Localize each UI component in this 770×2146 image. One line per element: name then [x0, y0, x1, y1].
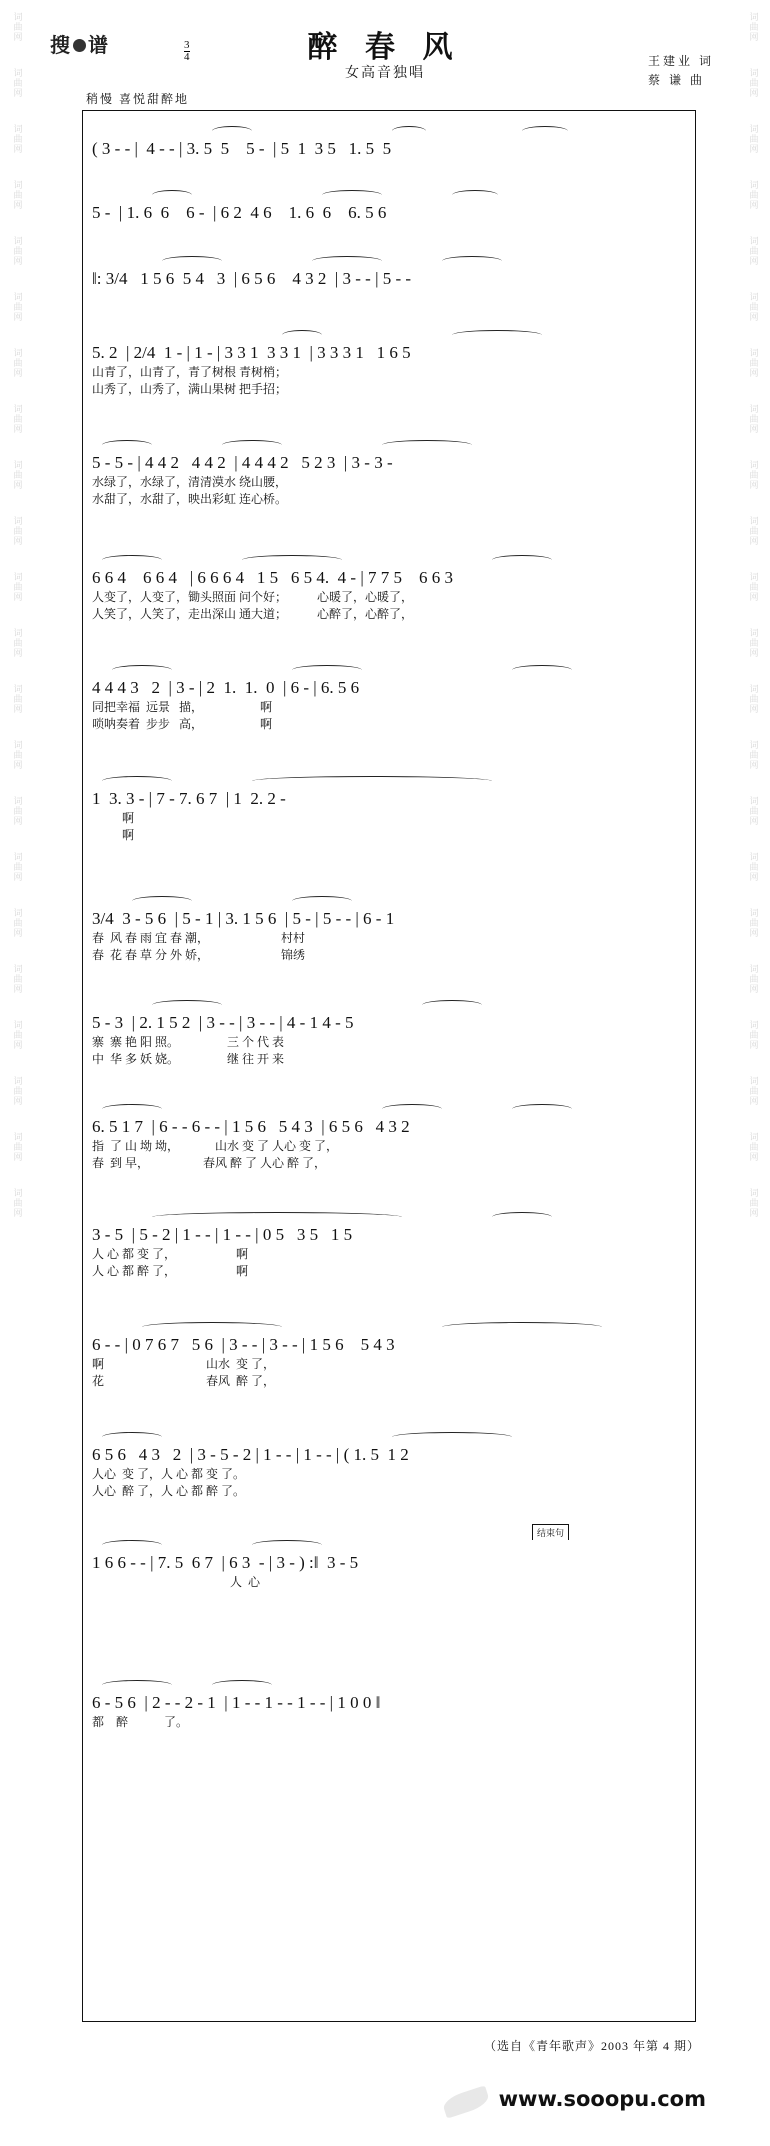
slur-row	[92, 256, 682, 268]
music-system	[92, 1680, 682, 1731]
slur-mark	[102, 776, 172, 786]
watermark: 词曲网	[747, 68, 758, 98]
watermark: 词曲网	[11, 1132, 22, 1162]
watermark: 词曲网	[11, 1188, 22, 1218]
music-system	[92, 776, 682, 844]
slur-row	[92, 555, 682, 567]
note-line: 5. 2 | 2/4 1 - | 1 - | 3 3 1 3 3 1 | 3 3 3 1 1 6 5	[92, 343, 411, 362]
slur-mark	[252, 776, 492, 786]
slur-mark	[152, 1000, 222, 1010]
watermark: 词曲网	[747, 348, 758, 378]
slur-mark	[162, 256, 222, 266]
watermark: 词曲网	[747, 572, 758, 602]
lyric-line-verse2: 啊	[92, 828, 135, 842]
watermark: 词曲网	[11, 740, 22, 770]
music-system	[92, 1322, 682, 1390]
slur-mark	[392, 126, 426, 136]
site-url[interactable]: www.sooopu.com	[498, 2086, 706, 2111]
logo-text-right: 谱	[88, 32, 109, 57]
watermark: 词曲网	[11, 684, 22, 714]
watermark: 词曲网	[747, 292, 758, 322]
slur-mark	[452, 330, 542, 340]
watermark: 词曲网	[747, 404, 758, 434]
lyric-line-verse1: 同把幸福 远景 描， 啊	[92, 700, 273, 714]
music-system	[92, 896, 682, 964]
lyric-line-verse1: 寨 寨 艳 阳 照。 三 个 代 表	[92, 1035, 285, 1049]
slur-row	[92, 776, 682, 788]
music-system	[92, 1000, 682, 1068]
watermark: 词曲网	[747, 236, 758, 266]
tempo-marking: 稍慢 喜悦甜醉地	[86, 92, 190, 106]
lyric-line-verse1: 啊 山水 变 了，	[92, 1357, 276, 1371]
watermark: 词曲网	[747, 12, 758, 42]
note-line: 6 - 5 6 | 2 - - 2 - 1 | 1 - - 1 - - 1 - - | 1 0 0 ‖	[92, 1693, 381, 1712]
slur-row	[92, 1104, 682, 1116]
note-line: 1 6 6 - - | 7. 5 6 7 | 6 3 - | 3 - ) :‖ 3 - 5	[92, 1553, 359, 1572]
slur-mark	[392, 1432, 512, 1442]
watermark: 词曲网	[747, 180, 758, 210]
lyric-line-verse1: 春 风 春 雨 宜 春 潮， 村村	[92, 931, 306, 945]
site-footer	[443, 2087, 706, 2112]
slur-mark	[102, 440, 152, 450]
lyric-line-verse2: 花 春风 醉 了，	[92, 1374, 276, 1388]
lyric-line-verse2: 中 华 多 妖 娆。 继 往 开 来	[92, 1052, 285, 1066]
slur-mark	[242, 555, 342, 565]
note-line: ‖: 3/4 1 5 6 5 4 3 | 6 5 6 4 3 2 | 3 - - | 5 - -	[92, 269, 412, 288]
slur-row	[92, 126, 682, 138]
watermark: 词曲网	[747, 628, 758, 658]
watermark: 词曲网	[747, 908, 758, 938]
slur-row	[92, 896, 682, 908]
watermark: 词曲网	[11, 628, 22, 658]
feather-icon	[441, 2085, 491, 2118]
slur-mark	[222, 440, 282, 450]
music-system	[92, 1104, 682, 1172]
page-title: 醉 春 风	[307, 31, 463, 64]
slur-mark	[292, 665, 362, 675]
lyric-line-verse2: 水甜了，水甜了，映出彩虹 连心桥。	[92, 492, 288, 506]
watermark: 词曲网	[11, 348, 22, 378]
slur-mark	[452, 190, 498, 200]
music-system	[92, 440, 682, 508]
slur-row	[92, 1680, 682, 1692]
note-line: 4 4 4 3 2 | 3 - | 2 1. 1. 0 | 6 - | 6. 5 6	[92, 678, 360, 697]
lyric-line-verse1: 山青了，山青了，青了树根 青树梢；	[92, 365, 288, 379]
watermark: 词曲网	[747, 740, 758, 770]
watermark: 词曲网	[747, 796, 758, 826]
slur-row	[92, 665, 682, 677]
watermark-column-right	[740, 0, 766, 2146]
slur-mark	[112, 665, 172, 675]
credits	[648, 52, 714, 90]
watermark: 词曲网	[11, 180, 22, 210]
lyricist-credit: 王建业 词	[647, 54, 714, 68]
lyric-line-verse2: 人 心 都 醉 了， 啊	[92, 1264, 249, 1278]
slur-mark	[102, 1540, 162, 1550]
slur-row	[92, 1212, 682, 1224]
watermark: 词曲网	[747, 1076, 758, 1106]
watermark: 词曲网	[11, 404, 22, 434]
slur-mark	[492, 1212, 552, 1222]
slur-row	[92, 190, 682, 202]
slur-mark	[102, 555, 162, 565]
watermark: 词曲网	[11, 796, 22, 826]
music-system	[92, 256, 682, 290]
watermark: 词曲网	[11, 516, 22, 546]
note-line: 6. 5 1 7 | 6 - - 6 - - | 1 5 6 5 4 3 | 6 5 6 4 3 2	[92, 1117, 410, 1136]
watermark: 词曲网	[11, 964, 22, 994]
lyric-line-verse2: 春 花 春 草 分 外 娇， 锦绣	[92, 948, 306, 962]
slur-mark	[312, 256, 382, 266]
note-line: 6 - - | 0 7 6 7 5 6 | 3 - - | 3 - - | 1 5 6 5 4 3	[92, 1335, 395, 1354]
slur-row	[92, 440, 682, 452]
watermark: 词曲网	[11, 124, 22, 154]
slur-mark	[322, 190, 382, 200]
slur-mark	[152, 1212, 402, 1222]
note-line: 5 - 3 | 2. 1 5 2 | 3 - - | 3 - - | 4 - 1 4 - 5	[92, 1013, 354, 1032]
slur-mark	[382, 1104, 442, 1114]
lyric-line-verse2: 春 到 早， 春风 醉 了 人心 醉 了，	[92, 1156, 327, 1170]
note-line: 1 3. 3 - | 7 - 7. 6 7 | 1 2. 2 -	[92, 789, 286, 808]
watermark: 词曲网	[747, 1132, 758, 1162]
slur-row	[92, 1322, 682, 1334]
music-system	[92, 1528, 682, 1591]
lyric-line-verse1: 指 了 山 坳 坳， 山水 变 了 人心 变 了，	[92, 1139, 339, 1153]
watermark: 词曲网	[11, 12, 22, 42]
watermark: 词曲网	[11, 852, 22, 882]
note-line: 6 5 6 4 3 2 | 3 - 5 - 2 | 1 - - | 1 - - | ( 1. 5 1 2	[92, 1445, 409, 1464]
lyric-line-verse1: 水绿了，水绿了，清清漠水 绕山腰，	[92, 475, 288, 489]
slur-mark	[442, 1322, 602, 1332]
note-line: 5 - | 1. 6 6 6 - | 6 2 4 6 1. 6 6 6. 5 6	[92, 203, 387, 222]
slur-mark	[292, 896, 352, 906]
time-signature-numerator: 3	[184, 39, 190, 51]
note-line: ( 3 - - | 4 - - | 3. 5 5 5 - | 5 1 3 5 1. 5 5	[92, 139, 392, 158]
lyric-line-verse2: 人笑了，人笑了，走出深山 通大道； 心醉了，心醉了，	[92, 607, 414, 621]
time-signature-denominator: 4	[184, 51, 190, 63]
music-system	[92, 555, 682, 623]
slur-mark	[142, 1322, 282, 1332]
lyric-line-verse2: 唢呐奏着 步步 高， 啊	[92, 717, 273, 731]
composer-credit: 蔡 谦 曲	[647, 73, 705, 87]
lyric-line-verse1: 都 醉 了。	[92, 1715, 189, 1729]
ending-label: 结束句	[532, 1524, 569, 1540]
slur-mark	[212, 1680, 272, 1690]
watermark: 词曲网	[747, 516, 758, 546]
watermark: 词曲网	[11, 1076, 22, 1106]
slur-mark	[102, 1104, 162, 1114]
slur-row	[92, 1540, 682, 1552]
slur-mark	[282, 330, 322, 340]
slur-mark	[492, 555, 552, 565]
lyric-line-verse1: 人心 变 了，人 心 都 变 了。	[92, 1467, 246, 1481]
lyric-line-verse1: 人 心	[92, 1575, 261, 1589]
slur-mark	[252, 1540, 322, 1550]
slur-mark	[212, 126, 252, 136]
sheet-music-page	[34, 0, 736, 2146]
watermark: 词曲网	[11, 68, 22, 98]
slur-mark	[442, 256, 502, 266]
slur-mark	[102, 1680, 172, 1690]
slur-mark	[102, 1432, 162, 1442]
slur-mark	[382, 440, 472, 450]
watermark-column-left	[4, 0, 30, 2146]
note-line: 3 - 5 | 5 - 2 | 1 - - | 1 - - | 0 5 3 5 1 5	[92, 1225, 353, 1244]
slur-mark	[152, 190, 192, 200]
watermark: 词曲网	[747, 684, 758, 714]
lyric-line-verse2: 人心 醉 了，人 心 都 醉 了。	[92, 1484, 246, 1498]
watermark: 词曲网	[747, 964, 758, 994]
watermark: 词曲网	[11, 292, 22, 322]
lyric-line-verse1: 人变了，人变了，锄头照面 问个好； 心暖了，心暖了，	[92, 590, 414, 604]
watermark: 词曲网	[11, 236, 22, 266]
lyric-line-verse1: 啊	[92, 811, 135, 825]
source-note: （选自《青年歌声》2003 年第 4 期）	[483, 2039, 700, 2053]
watermark: 词曲网	[11, 572, 22, 602]
music-system	[92, 665, 682, 733]
watermark: 词曲网	[747, 124, 758, 154]
lyric-line-verse2: 山秀了，山秀了，满山果树 把手招；	[92, 382, 288, 396]
slur-mark	[522, 126, 568, 136]
lyric-line-verse1: 人 心 都 变 了， 啊	[92, 1247, 249, 1261]
note-line: 3/4 3 - 5 6 | 5 - 1 | 3. 1 5 6 | 5 - | 5 - - | 6 - 1	[92, 909, 395, 928]
watermark: 词曲网	[11, 1020, 22, 1050]
watermark: 词曲网	[747, 1020, 758, 1050]
watermark: 词曲网	[11, 908, 22, 938]
note-line: 6 6 4 6 6 4 | 6 6 6 4 1 5 6 5 4. 4 - | 7 7 5 6 6 3	[92, 568, 453, 587]
watermark: 词曲网	[747, 460, 758, 490]
watermark: 词曲网	[747, 852, 758, 882]
logo-text-left: 搜	[50, 32, 71, 57]
watermark: 词曲网	[11, 460, 22, 490]
music-system	[92, 330, 682, 398]
slur-mark	[512, 665, 572, 675]
slur-row	[92, 1432, 682, 1444]
watermark: 词曲网	[747, 1188, 758, 1218]
slur-row	[92, 330, 682, 342]
music-system	[92, 190, 682, 224]
music-system	[92, 1432, 682, 1500]
slur-mark	[512, 1104, 572, 1114]
note-line: 5 - 5 - | 4 4 2 4 4 2 | 4 4 4 2 5 2 3 | 3 - 3 -	[92, 453, 393, 472]
page-subtitle: 女高音独唱	[345, 66, 425, 81]
slur-row	[92, 1000, 682, 1012]
music-system	[92, 1212, 682, 1280]
music-system	[92, 126, 682, 160]
slur-mark	[132, 896, 192, 906]
slur-mark	[422, 1000, 482, 1010]
